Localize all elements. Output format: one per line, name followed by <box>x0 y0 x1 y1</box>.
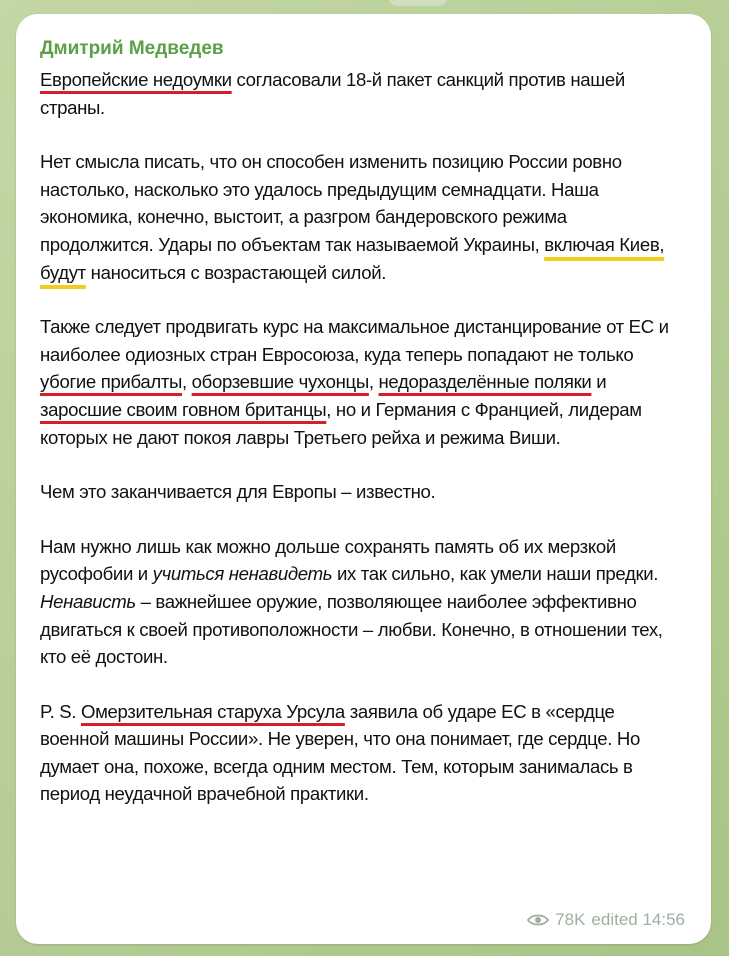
message-bubble <box>16 14 711 944</box>
text-segment: и <box>591 371 607 393</box>
text-segment: – важнейшее оружие, позволяющее наиболее эффективно двигаться к своей противоположности – любви. Конечно, в отношении тех, кто её достоин. <box>40 590 663 668</box>
views-count: 78K <box>555 910 586 929</box>
text-segment: Нам нужно лишь как можно дольше сохранять память об их мерзкой русофобии и <box>40 535 616 585</box>
underlined-phrase: Европейские недоумки <box>40 69 232 90</box>
message-text <box>40 66 683 808</box>
message-paragraph <box>40 313 683 451</box>
edited-time: edited 14:56 <box>591 910 685 929</box>
message-meta <box>527 910 685 930</box>
message-paragraph <box>40 148 683 286</box>
underlined-phrase: недоразделённые поляки <box>378 371 592 393</box>
text-segment: их так сильно, как умели наши предки. <box>332 563 659 585</box>
text-segment: , <box>182 371 192 393</box>
underlined-phrase: убогие прибалты <box>40 371 183 393</box>
italic-phrase: учиться ненавидеть <box>152 563 333 585</box>
text-segment: Также следует продвигать курс на максимальное дистанцирование от ЕС и наиболее одиозных стран Евросоюза, куда теперь попадают не только <box>40 316 669 365</box>
text-segment: , но и Германия с Францией, лидерам которых не дают покоя лавры Третьего рейха и режима Виши. <box>40 398 642 448</box>
eye-icon <box>527 913 549 927</box>
message-paragraph <box>40 533 683 671</box>
text-segment: , <box>368 371 379 393</box>
message-paragraph <box>40 698 683 808</box>
italic-phrase: Ненависть <box>40 590 136 612</box>
top-handle <box>388 0 448 6</box>
text-segment: Нет смысла писать, что он способен изменить позицию России ровно настолько, насколько это удалось предыдущим семнадцати. Наша экономика, конечно, выстоит, а разгром бандеровского режима продолжится. Удары по объектам так называемой Украины, <box>40 151 622 255</box>
underlined-phrase: заросшие своим говном британцы <box>40 398 327 420</box>
text-segment: заявила об ударе ЕС в «сердце военной машины России». Не уверен, что она понимает, где сердце. Но думает она, похоже, всегда одним местом. Тем, которым занималась в период неудачной врачебной практики. <box>40 700 640 805</box>
message-paragraph <box>40 66 683 121</box>
text-segment: P. S. <box>40 700 81 722</box>
underlined-phrase: включая Киев, будут <box>40 233 665 283</box>
text-segment: согласовали 18-й пакет санкций против нашей страны. <box>40 69 625 118</box>
underlined-phrase: Омерзительная старуха Урсула <box>80 700 345 722</box>
message-paragraph <box>40 478 683 506</box>
author-name[interactable]: Дмитрий Медведев <box>40 38 224 59</box>
text-segment: Чем это заканчивается для Европы – известно. <box>40 481 436 503</box>
underlined-phrase: оборзевшие чухонцы <box>191 371 369 393</box>
text-segment: наноситься с возрастающей силой. <box>85 261 387 283</box>
